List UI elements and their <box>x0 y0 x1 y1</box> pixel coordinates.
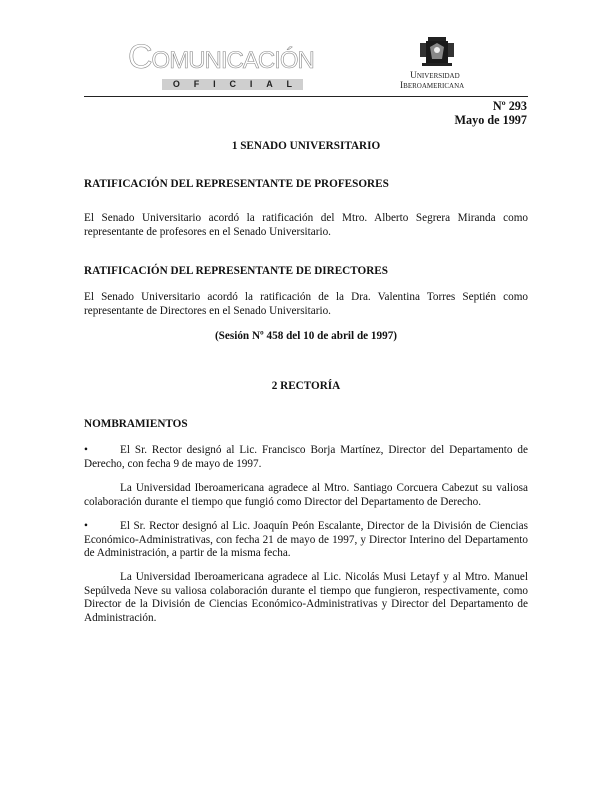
university-name-line1: Universidad <box>410 71 460 81</box>
logo-title-text: Comunicación <box>128 38 314 76</box>
logo-letter: I <box>249 79 253 89</box>
logo-letter: I <box>213 79 216 89</box>
section-title: 2 RECTORÍA <box>271 380 341 392</box>
subsection-heading: RATIFICACIÓN DEL REPRESENTANTE DE DIRECTORES <box>84 265 388 277</box>
logo-letter: A <box>266 79 273 89</box>
logo-letter: O <box>172 79 180 89</box>
bullet-paragraph <box>84 520 528 561</box>
university-crest-icon <box>416 37 458 69</box>
section-title: 1 SENADO UNIVERSITARIO <box>231 140 381 152</box>
logo-letter: L <box>286 79 293 89</box>
paragraph: El Senado Universitario acordó la ratificación del Mtro. Alberto Segrera Miranda como representante de profesores en el Senado Universitario. <box>84 212 528 238</box>
paragraph: El Senado Universitario acordó la ratificación de la Dra. Valentina Torres Septién como representante de Directores en el Senado Universitario. <box>84 291 528 317</box>
paragraph: La Universidad Iberoamericana agradece al Lic. Nicolás Musi Letayf y al Mtro. Manuel Sepúlveda Neve su valiosa colaboración durante el tiempo que fungieron, respectivamente, como Director de la División de Ciencias Económico-Administrativas y Director del Departamento de Administración. <box>84 571 528 624</box>
bullet-icon: • <box>84 520 88 532</box>
subsection-heading: RATIFICACIÓN DEL REPRESENTANTE DE PROFESORES <box>84 178 389 190</box>
issue-date: Mayo de 1997 <box>454 113 527 127</box>
logo-subtitle <box>162 78 303 91</box>
issue-number: Nº 293 <box>492 99 527 113</box>
logo-letter: C <box>229 79 236 89</box>
paragraph-text: El Sr. Rector designó al Lic. Francisco Borja Martínez, Director del Departamento de Derecho, con fecha 9 de mayo de 1997. <box>84 444 528 470</box>
university-name <box>400 71 480 91</box>
paragraph: La Universidad Iberoamericana agradece al Mtro. Santiago Corcuera Cabezut su valiosa colaboración durante el tiempo que fungió como Director del Departamento de Derecho. <box>84 482 528 508</box>
bullet-icon: • <box>84 444 88 456</box>
publication-logo-title <box>128 38 368 76</box>
paragraph-text: El Sr. Rector designó al Lic. Joaquín Peón Escalante, Director de la División de Ciencias Económico-Administrativas, con fecha 21 de mayo de 1997, y Director Interino del Departamento de Administración, a partir de la misma fecha. <box>84 520 528 559</box>
bullet-paragraph <box>84 444 528 471</box>
logo-letter: F <box>193 79 200 89</box>
issue-info <box>455 99 527 127</box>
university-name-line2: Iberoamericana <box>400 81 465 91</box>
session-note: (Sesión Nº 458 del 10 de abril de 1997) <box>214 330 398 342</box>
header-rule <box>84 96 528 97</box>
subsection-heading: NOMBRAMIENTOS <box>84 418 188 430</box>
